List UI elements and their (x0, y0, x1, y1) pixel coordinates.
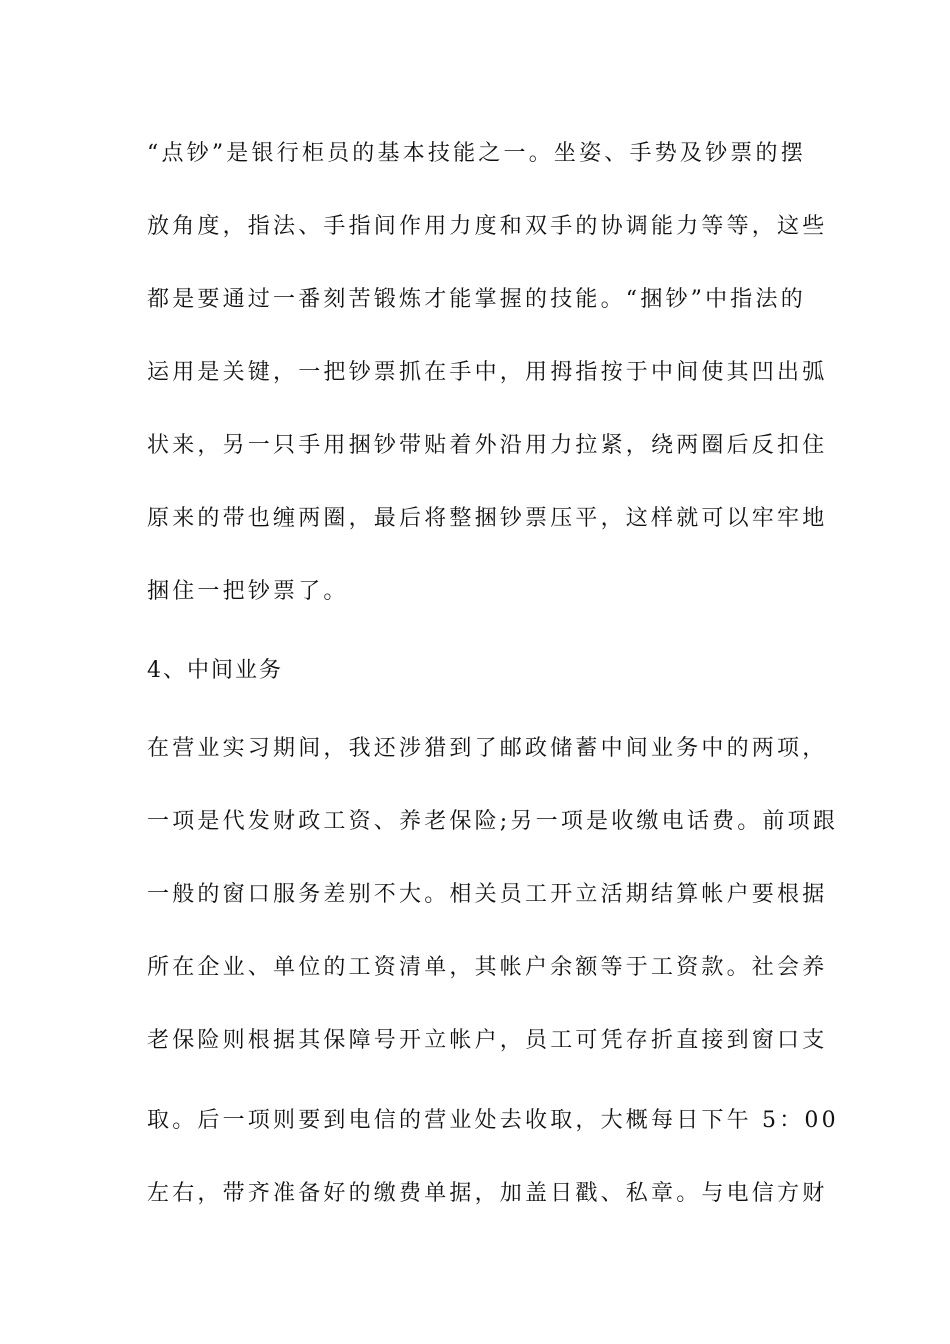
paragraph-line: 取。后一项则要到电信的营业处去收取，大概每日下午 5：00 (147, 1108, 839, 1133)
paragraph-line: 在营业实习期间，我还涉猎到了邮政储蓄中间业务中的两项， (147, 736, 828, 761)
paragraph-line: 所在企业、单位的工资清单，其帐户余额等于工资款。社会养 (147, 955, 828, 980)
paragraph-line: 运用是关键，一把钞票抓在手中，用拇指按于中间使其凹出弧 (147, 360, 828, 385)
paragraph-line: 捆住一把钞票了。 (147, 579, 349, 604)
section-heading: 4、中间业务 (147, 658, 283, 683)
paragraph-line: 都是要通过一番刻苦锻炼才能掌握的技能。“捆钞”中指法的 (147, 287, 806, 312)
paragraph-line: 左右，带齐准备好的缴费单据，加盖日戳、私章。与电信方财 (147, 1181, 828, 1206)
paragraph-line: 状来，另一只手用捆钞带贴着外沿用力拉紧，绕两圈后反扣住 (147, 433, 828, 458)
paragraph-line: 一般的窗口服务差别不大。相关员工开立活期结算帐户要根据 (147, 882, 828, 907)
paragraph-line: “点钞”是银行柜员的基本技能之一。坐姿、手势及钞票的摆 (147, 141, 806, 166)
paragraph-line: 放角度，指法、手指间作用力度和双手的协调能力等等，这些 (147, 214, 828, 239)
paragraph-line: 原来的带也缠两圈，最后将整捆钞票压平，这样就可以牢牢地 (147, 506, 828, 531)
paragraph-line: 一项是代发财政工资、养老保险;另一项是收缴电话费。前项跟 (147, 809, 839, 834)
paragraph-line: 老保险则根据其保障号开立帐户，员工可凭存折直接到窗口支 (147, 1028, 828, 1053)
